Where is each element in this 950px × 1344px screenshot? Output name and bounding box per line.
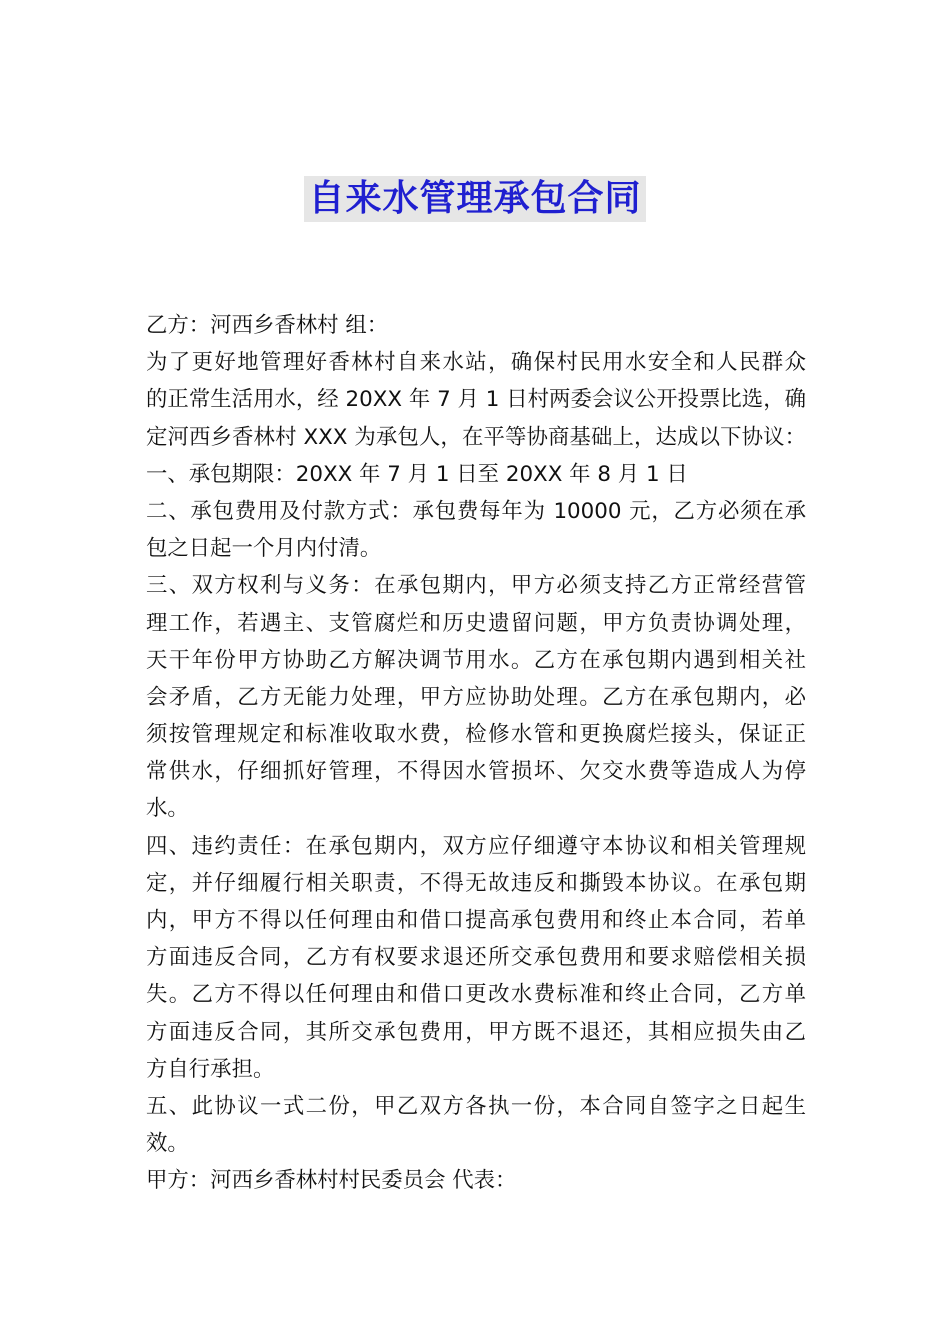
body-line: 水。 xyxy=(146,796,189,822)
body-line: 会矛盾，乙方无能力处理，甲方应协助处理。乙方在承包期内，必 xyxy=(146,684,806,710)
body-line: 方自行承担。 xyxy=(146,1056,275,1082)
document-title: 自来水管理承包合同 xyxy=(304,176,645,222)
body-line: 理工作，若遇主、支管腐烂和历史遗留问题，甲方负责协调处理， xyxy=(146,610,806,636)
body-line: 定，并仔细履行相关职责，不得无故违反和撕毁本协议。在承包期 xyxy=(146,870,806,896)
body-line: 包之日起一个月内付清。 xyxy=(146,536,382,562)
body-line: 方面违反合同，乙方有权要求退还所交承包费用和要求赔偿相关损 xyxy=(146,945,806,971)
body-line: 常供水，仔细抓好管理，不得因水管损坏、欠交水费等造成人为停 xyxy=(146,759,806,785)
body-line: 五、此协议一式二份，甲乙双方各执一份，本合同自签字之日起生 xyxy=(146,1093,806,1119)
body-line: 乙方：河西乡香林村 组： xyxy=(146,313,389,338)
body-line: 失。乙方不得以任何理由和借口更改水费标准和终止合同，乙方单 xyxy=(146,982,806,1008)
body-line: 一、承包期限：20XX 年 7 月 1 日至 20XX 年 8 月 1 日 xyxy=(146,461,688,487)
body-line: 效。 xyxy=(146,1131,189,1157)
body-line: 的正常生活用水，经 20XX 年 7 月 1 日村两委会议公开投票比选，确 xyxy=(146,387,806,413)
body-line: 方面违反合同，其所交承包费用，甲方既不退还，其相应损失由乙 xyxy=(146,1019,806,1045)
body-line: 定河西乡香林村 XXX 为承包人，在平等协商基础上，达成以下协议： xyxy=(146,424,806,450)
body-line: 二、承包费用及付款方式：承包费每年为 10000 元，乙方必须在承 xyxy=(146,498,806,524)
body-line: 须按管理规定和标准收取水费，检修水管和更换腐烂接头，保证正 xyxy=(146,722,806,748)
body-line: 内，甲方不得以任何理由和借口提高承包费用和终止本合同，若单 xyxy=(146,908,806,933)
body-line: 四、违约责任：在承包期内，双方应仔细遵守本协议和相关管理规 xyxy=(146,833,806,859)
body-line: 为了更好地管理好香林村自来水站，确保村民用水安全和人民群众 xyxy=(146,350,806,376)
document-body xyxy=(146,307,806,1200)
body-line: 三、双方权利与义务：在承包期内，甲方必须支持乙方正常经营管 xyxy=(146,573,806,599)
body-line: 天干年份甲方协助乙方解决调节用水。乙方在承包期内遇到相关社 xyxy=(146,647,806,673)
title-container xyxy=(0,176,950,222)
body-line: 甲方：河西乡香林村村民委员会 代表： xyxy=(146,1168,517,1194)
